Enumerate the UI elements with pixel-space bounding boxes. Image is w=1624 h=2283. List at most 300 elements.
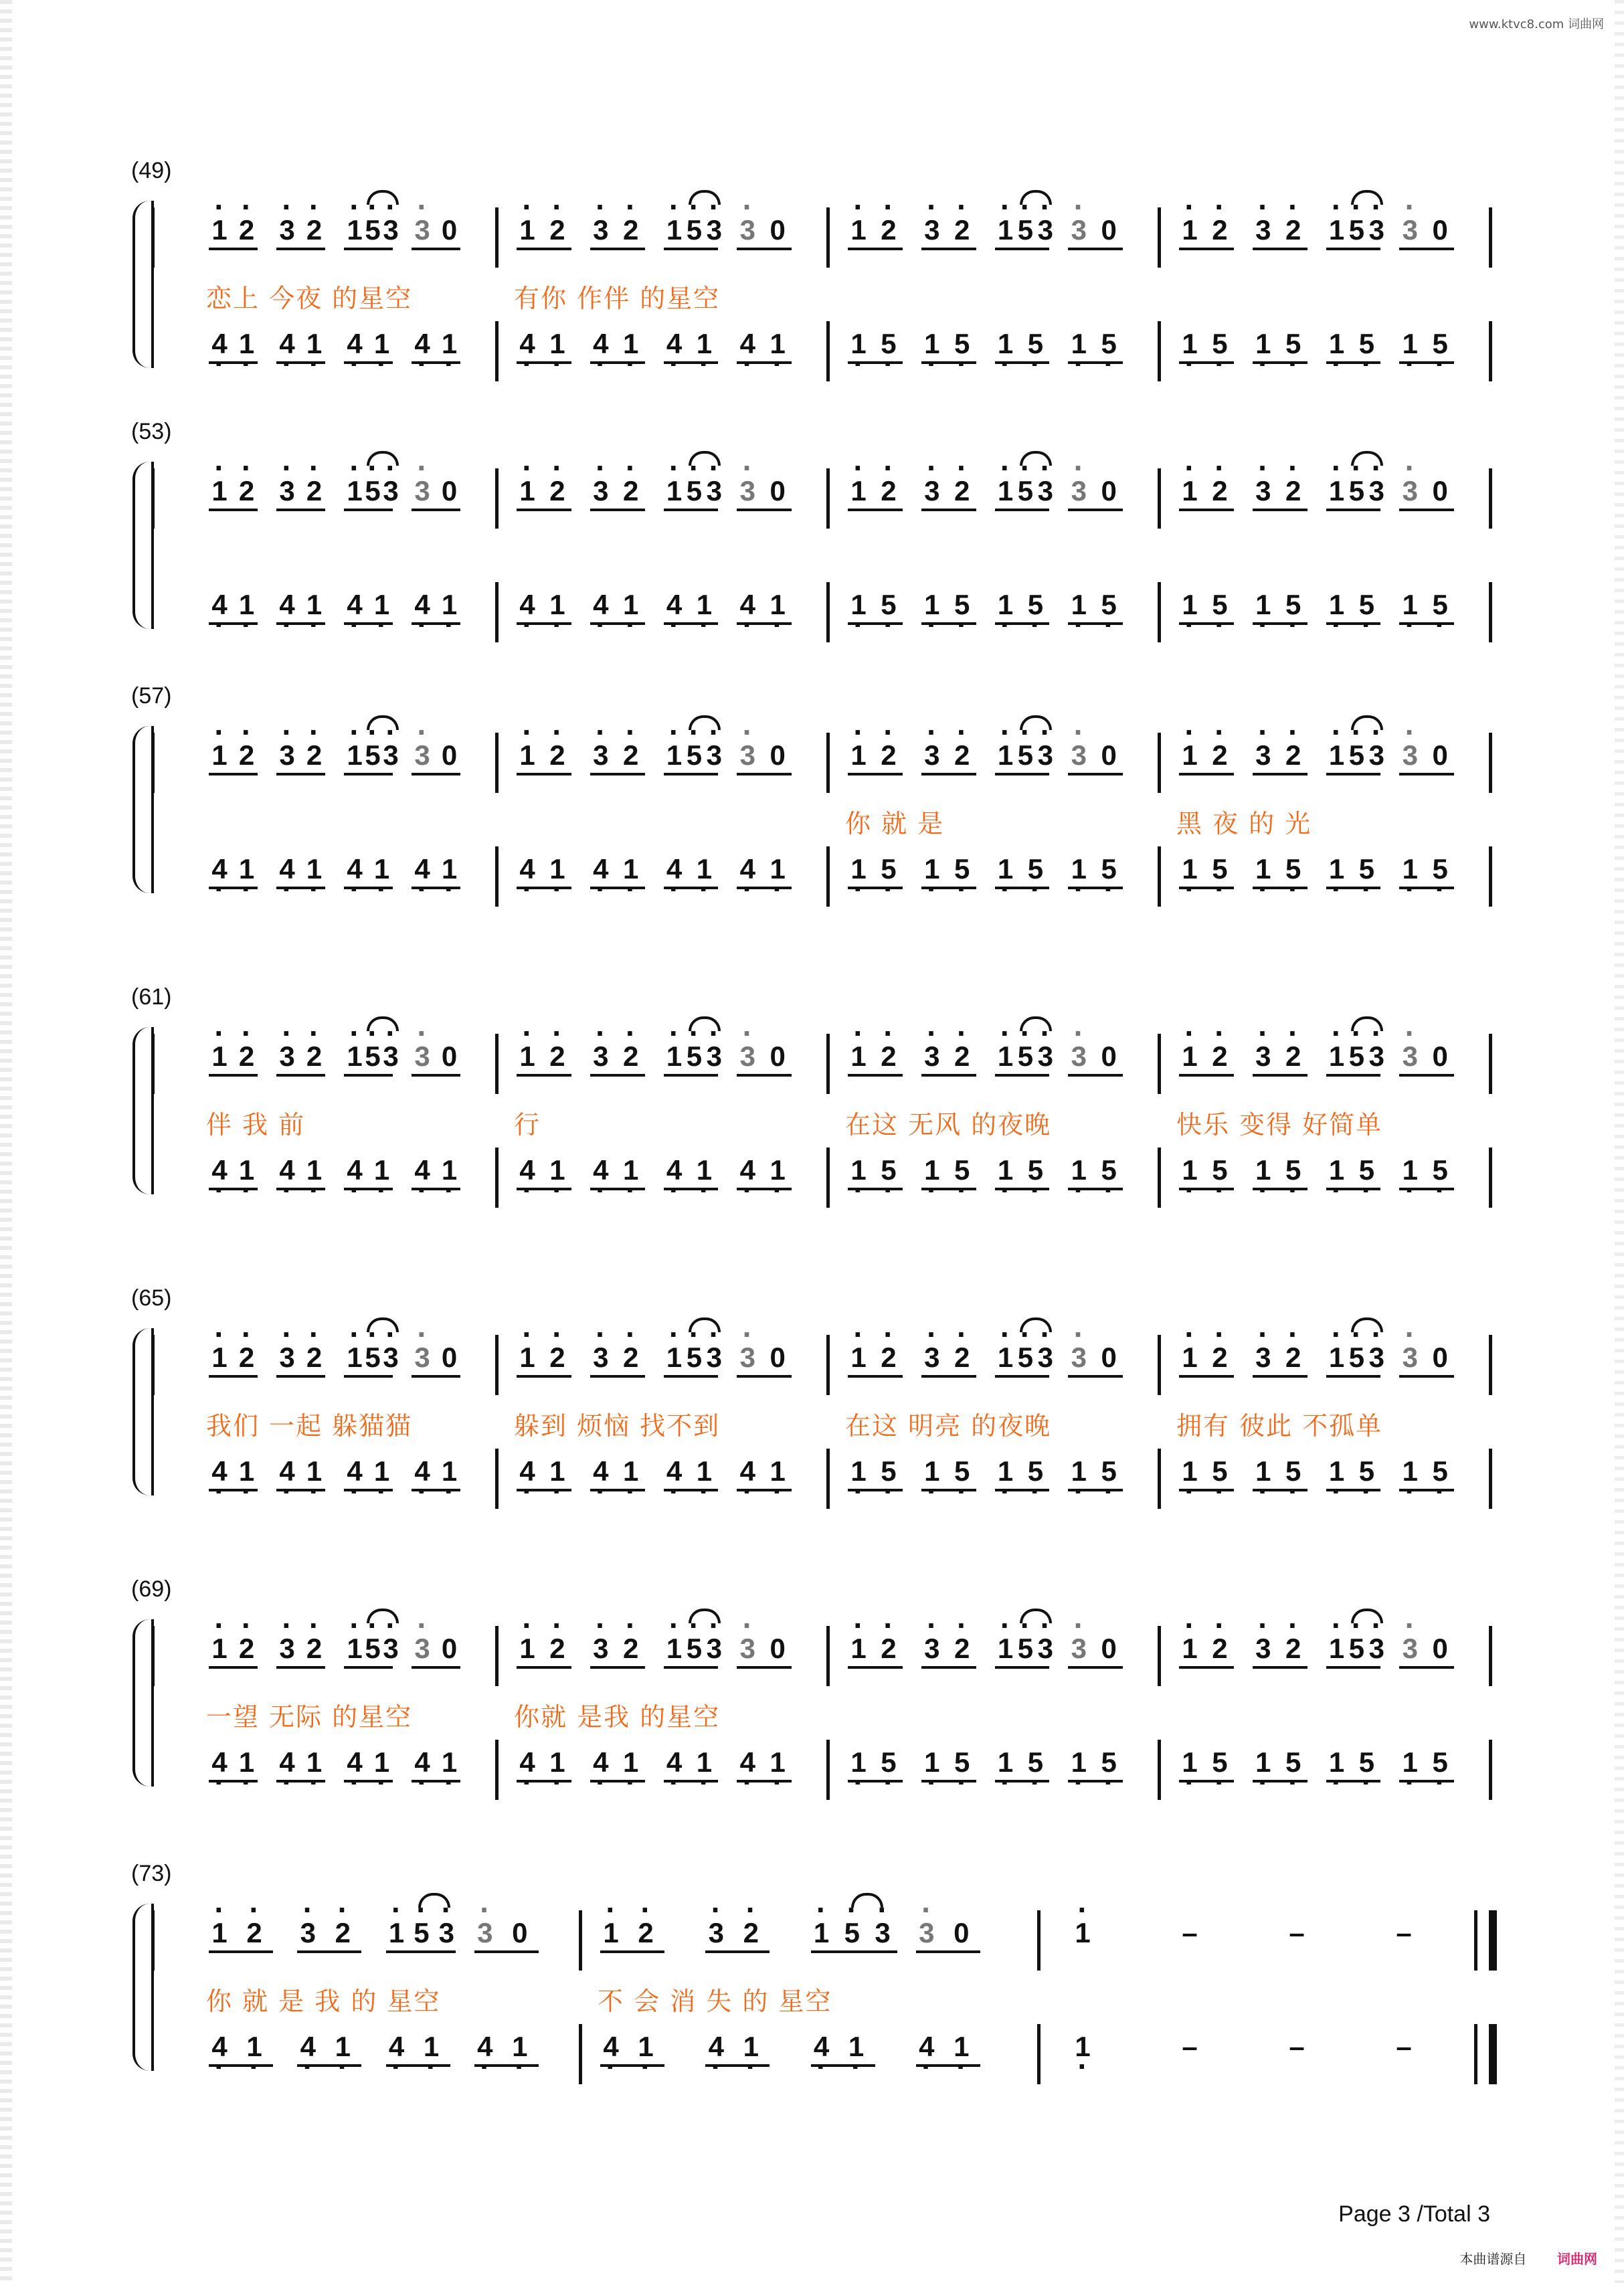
beat-underline xyxy=(276,1780,325,1783)
jianpu-note: 4 · xyxy=(341,328,368,360)
beat-underline xyxy=(664,361,719,364)
jianpu-note: 5 · xyxy=(1353,328,1380,360)
beat-underline xyxy=(1326,248,1381,250)
jianpu-note: 4 · xyxy=(514,1746,541,1778)
lyric-line: 伴 我 前 xyxy=(206,1110,306,1139)
jianpu-note: 1 · xyxy=(436,589,463,621)
beat-underline xyxy=(1179,248,1234,250)
jianpu-note: · 3 xyxy=(588,214,614,246)
jianpu-note: · 2 xyxy=(1206,739,1233,771)
dash-hold: – xyxy=(1289,1917,1305,1948)
jianpu-note: 1 · xyxy=(1065,853,1092,885)
beat-underline xyxy=(921,1489,976,1491)
jianpu-note: 1 · xyxy=(369,1455,395,1487)
jianpu-note: 1 · xyxy=(1065,328,1092,360)
jianpu-note: 0 xyxy=(512,1917,528,1948)
beat-underline xyxy=(517,1780,571,1783)
jianpu-note: · 3 xyxy=(701,1040,727,1073)
bar-line xyxy=(1489,2024,1497,2084)
beat-underline xyxy=(209,509,258,511)
jianpu-note: · 1 xyxy=(845,1040,872,1073)
bar-line xyxy=(151,1910,155,1971)
beat-underline xyxy=(517,509,571,511)
bar-line xyxy=(151,468,155,529)
jianpu-note: · 3 xyxy=(377,214,404,246)
jianpu-note: 5 · xyxy=(1353,853,1380,885)
jianpu-note: 1 · xyxy=(845,853,872,885)
jianpu-note: · 2 xyxy=(949,1040,976,1073)
beat-underline xyxy=(921,509,976,511)
jianpu-note: 5 · xyxy=(1427,589,1453,621)
beat-underline xyxy=(276,1375,325,1378)
jianpu-note: · 2 xyxy=(949,1633,976,1665)
jianpu-note: · 2 xyxy=(1280,1633,1307,1665)
beat-underline xyxy=(1399,1375,1454,1378)
beat-underline xyxy=(276,887,325,889)
beat-underline xyxy=(209,1074,258,1077)
jianpu-note: · 2 xyxy=(301,739,328,771)
jianpu-note: · 5 xyxy=(359,739,386,771)
lyric-line: 躲到 烦恼 找不到 xyxy=(514,1411,721,1441)
bar-line xyxy=(1158,1034,1161,1094)
beat-underline xyxy=(664,1666,719,1669)
beat-underline xyxy=(921,1188,976,1190)
jianpu-note: · 5 xyxy=(681,1040,707,1073)
system-brace-curve xyxy=(132,462,150,629)
jianpu-note: · 5 xyxy=(408,1917,435,1949)
bar-line xyxy=(826,1148,830,1208)
beat-underline xyxy=(517,248,571,250)
jianpu-note: · 5 xyxy=(681,214,707,246)
jianpu-note: · 2 xyxy=(234,475,260,507)
jianpu-note: 1 · xyxy=(618,1746,644,1778)
jianpu-note: 1 · xyxy=(1176,1455,1203,1487)
beat-underline xyxy=(1068,1666,1123,1669)
beat-underline xyxy=(412,1666,460,1669)
jianpu-note: · 2 xyxy=(618,1342,644,1374)
jianpu-note: 1 · xyxy=(1176,328,1203,360)
jianpu-note: 5 · xyxy=(875,1154,902,1186)
jianpu-note: 1 · xyxy=(764,328,791,360)
jianpu-note: · 1 xyxy=(1324,214,1350,246)
jianpu-note: 1 · xyxy=(1396,1455,1423,1487)
jianpu-note: 1 · xyxy=(1176,589,1203,621)
system-brace-curve xyxy=(132,201,150,368)
jianpu-note: · 1 xyxy=(341,739,368,771)
bar-line xyxy=(495,582,499,642)
jianpu-note: 1 · xyxy=(1396,853,1423,885)
jianpu-note: 0 xyxy=(770,1633,786,1664)
beat-underline xyxy=(344,361,393,364)
jianpu-note: · 3 xyxy=(1396,1040,1423,1073)
jianpu-note: 1 · xyxy=(329,2031,356,2063)
bar-line xyxy=(1489,846,1492,907)
beat-underline xyxy=(1179,509,1234,511)
jianpu-note: · 3 xyxy=(701,214,727,246)
beat-underline xyxy=(276,773,325,775)
beat-underline xyxy=(344,622,393,625)
jianpu-note: · 3 xyxy=(1363,1040,1390,1073)
beat-underline xyxy=(848,1489,903,1491)
jianpu-note: · 3 xyxy=(734,1633,761,1665)
beat-underline xyxy=(276,361,325,364)
jianpu-note: 1 · xyxy=(1250,589,1277,621)
jianpu-note: 5 · xyxy=(1022,853,1049,885)
jianpu-note: 5 · xyxy=(1353,589,1380,621)
jianpu-note: 1 · xyxy=(544,1154,571,1186)
jianpu-note: 1 · xyxy=(1065,589,1092,621)
jianpu-note: · 3 xyxy=(274,475,300,507)
beat-underline xyxy=(517,1375,571,1378)
jianpu-note: · 2 xyxy=(875,1633,902,1665)
jianpu-note: 4 · xyxy=(734,328,761,360)
beat-underline xyxy=(664,773,719,775)
jianpu-note: 1 · xyxy=(919,853,945,885)
jianpu-note: 1 · xyxy=(234,853,260,885)
jianpu-note: · 1 xyxy=(992,1040,1019,1073)
beat-underline xyxy=(1068,1188,1123,1190)
beat-underline xyxy=(664,622,719,625)
jianpu-note: 1 · xyxy=(301,1455,328,1487)
jianpu-note: · 5 xyxy=(1012,475,1039,507)
lyric-line: 快乐 变得 好简单 xyxy=(1176,1110,1383,1139)
beat-underline xyxy=(276,1489,325,1491)
measure-number: (69) xyxy=(131,1576,172,1602)
jianpu-note: · 3 xyxy=(1065,739,1092,771)
bar-line xyxy=(1489,468,1492,529)
bar-line xyxy=(1489,1034,1492,1094)
jianpu-note: 1 · xyxy=(845,1154,872,1186)
beat-underline xyxy=(517,1489,571,1491)
bar-line xyxy=(826,846,830,907)
jianpu-note: 1 · xyxy=(1324,1455,1350,1487)
jianpu-note: · 3 xyxy=(1396,739,1423,771)
jianpu-note: · 5 xyxy=(681,739,707,771)
jianpu-note: 1 · xyxy=(992,589,1019,621)
beat-underline xyxy=(344,773,393,775)
jianpu-note: · 5 xyxy=(359,475,386,507)
jianpu-note: · 2 xyxy=(234,214,260,246)
jianpu-note: · 2 xyxy=(544,475,571,507)
beat-underline xyxy=(1399,509,1454,511)
jianpu-note: · 3 xyxy=(1065,1633,1092,1665)
jianpu-note: · 2 xyxy=(1280,475,1307,507)
jianpu-note: · 1 xyxy=(206,1633,233,1665)
jianpu-note: · 1 xyxy=(1069,1917,1096,1949)
jianpu-note: · 1 xyxy=(845,1633,872,1665)
jianpu-note: · 3 xyxy=(734,475,761,507)
beat-underline xyxy=(1399,887,1454,889)
bar-line xyxy=(1474,1910,1477,1971)
beat-underline xyxy=(600,2064,664,2067)
jianpu-note: 4 · xyxy=(409,1746,436,1778)
jianpu-note: · 5 xyxy=(1012,1342,1039,1374)
beat-underline xyxy=(517,773,571,775)
jianpu-note: · 3 xyxy=(472,1917,499,1949)
bar-line xyxy=(151,1034,155,1094)
jianpu-note: 4 · xyxy=(514,328,541,360)
beat-underline xyxy=(664,248,719,250)
beat-underline xyxy=(995,887,1050,889)
jianpu-note: 1 · xyxy=(845,1455,872,1487)
jianpu-note: 1 · xyxy=(544,853,571,885)
bar-line xyxy=(151,207,155,268)
beat-underline xyxy=(517,1666,571,1669)
beat-underline xyxy=(848,248,903,250)
beat-underline xyxy=(737,1074,792,1077)
jianpu-note: · 2 xyxy=(875,1040,902,1073)
jianpu-note: · 2 xyxy=(1206,214,1233,246)
jianpu-note: · 3 xyxy=(919,475,945,507)
jianpu-note: 5 · xyxy=(1353,1455,1380,1487)
jianpu-note: · 2 xyxy=(737,1917,764,1949)
jianpu-note: 4 · xyxy=(472,2031,499,2063)
beat-underline xyxy=(921,773,976,775)
jianpu-note: · 1 xyxy=(341,475,368,507)
beat-underline xyxy=(848,1375,903,1378)
beat-underline xyxy=(1253,248,1307,250)
beat-underline xyxy=(590,1489,645,1491)
jianpu-note: · 5 xyxy=(1012,214,1039,246)
system-brace-curve xyxy=(132,726,150,893)
jianpu-note: 1 · xyxy=(234,1746,260,1778)
jianpu-note: 5 · xyxy=(949,328,976,360)
beat-underline xyxy=(590,1666,645,1669)
lyric-line: 拥有 彼此 不孤单 xyxy=(1176,1411,1383,1441)
jianpu-note: · 5 xyxy=(359,1633,386,1665)
jianpu-note: 5 · xyxy=(1095,853,1122,885)
jianpu-note: · 1 xyxy=(661,1342,688,1374)
dash-hold: – xyxy=(1182,2031,1198,2062)
beat-underline xyxy=(412,887,460,889)
jianpu-note: 5 · xyxy=(1427,1154,1453,1186)
jianpu-note: 1 · xyxy=(544,589,571,621)
beat-underline xyxy=(209,622,258,625)
lyric-line: 恋上 今夜 的星空 xyxy=(206,284,413,313)
beat-underline xyxy=(1399,622,1454,625)
jianpu-note: 5 · xyxy=(1353,1746,1380,1778)
jianpu-note: · 3 xyxy=(1065,1342,1092,1374)
jianpu-note: · 3 xyxy=(409,214,436,246)
jianpu-note: 1 · xyxy=(764,1154,791,1186)
jianpu-note: 1 · xyxy=(992,1746,1019,1778)
jianpu-note: · 5 xyxy=(1343,1342,1370,1374)
jianpu-note: · 2 xyxy=(544,739,571,771)
jianpu-note: 5 · xyxy=(1022,1746,1049,1778)
jianpu-note: 1 · xyxy=(234,1455,260,1487)
jianpu-note: · 2 xyxy=(618,475,644,507)
jianpu-note: 1 · xyxy=(234,589,260,621)
beat-underline xyxy=(209,1950,273,1953)
beat-underline xyxy=(1179,1489,1234,1491)
beat-underline xyxy=(1399,248,1454,250)
beat-underline xyxy=(590,361,645,364)
lyric-line: 在这 明亮 的夜晚 xyxy=(845,1411,1052,1441)
beat-underline xyxy=(664,1489,719,1491)
beat-underline xyxy=(921,1666,976,1669)
dash-hold: – xyxy=(1396,1917,1412,1948)
jianpu-note: · 3 xyxy=(274,1040,300,1073)
jianpu-note: 5 · xyxy=(1427,1455,1453,1487)
jianpu-note: 0 xyxy=(441,214,458,246)
jianpu-note: · 3 xyxy=(1032,1040,1059,1073)
bar-line xyxy=(1158,846,1161,907)
jianpu-note: 1 · xyxy=(764,1746,791,1778)
beat-underline xyxy=(848,1666,903,1669)
beat-underline xyxy=(209,1780,258,1783)
jianpu-note: · 2 xyxy=(1206,1342,1233,1374)
beat-underline xyxy=(995,1375,1050,1378)
jianpu-note: 4 · xyxy=(274,1455,300,1487)
jianpu-note: 1 · xyxy=(436,1154,463,1186)
beat-underline xyxy=(1253,361,1307,364)
beat-underline xyxy=(474,2064,539,2067)
jianpu-note: · 1 xyxy=(206,1342,233,1374)
jianpu-note: · 3 xyxy=(1396,1342,1423,1374)
beat-underline xyxy=(995,1489,1050,1491)
bar-line xyxy=(826,582,830,642)
beat-underline xyxy=(517,887,571,889)
beat-underline xyxy=(209,1489,258,1491)
beat-underline xyxy=(1068,773,1123,775)
beat-underline xyxy=(276,248,325,250)
jianpu-note: 4 · xyxy=(341,853,368,885)
jianpu-note: 5 · xyxy=(875,853,902,885)
jianpu-note: · 3 xyxy=(377,1342,404,1374)
jianpu-note: · 3 xyxy=(1065,1040,1092,1073)
beat-underline xyxy=(848,1188,903,1190)
jianpu-note: · 1 xyxy=(661,475,688,507)
jianpu-note: · 3 xyxy=(1363,1342,1390,1374)
beat-underline xyxy=(1068,1074,1123,1077)
source-mark xyxy=(1459,2248,1597,2268)
jianpu-note: · 5 xyxy=(681,475,707,507)
jianpu-note: · 2 xyxy=(301,475,328,507)
bar-line xyxy=(1474,2024,1477,2084)
jianpu-note: 4 · xyxy=(734,1154,761,1186)
jianpu-note: · 1 xyxy=(992,1633,1019,1665)
bar-line xyxy=(495,207,499,268)
jianpu-note: 1 · xyxy=(241,2031,268,2063)
beat-underline xyxy=(209,887,258,889)
beat-underline xyxy=(1326,1489,1381,1491)
beat-underline xyxy=(995,361,1050,364)
jianpu-note: 4 · xyxy=(206,853,233,885)
jianpu-note: 1 · xyxy=(948,2031,975,2063)
bar-line xyxy=(826,1335,830,1395)
beat-underline xyxy=(517,1074,571,1077)
jianpu-note: 1 · xyxy=(1324,1746,1350,1778)
jianpu-note: 5 · xyxy=(1280,328,1307,360)
beat-underline xyxy=(412,773,460,775)
beat-underline xyxy=(1179,1780,1234,1783)
jianpu-note: · 2 xyxy=(544,1633,571,1665)
bar-line xyxy=(1489,1910,1497,1971)
beat-underline xyxy=(995,773,1050,775)
jianpu-note: 0 xyxy=(1432,214,1448,246)
bar-line xyxy=(1158,582,1161,642)
bar-line xyxy=(1489,321,1492,381)
beat-underline xyxy=(664,1074,719,1077)
beat-underline xyxy=(1399,1666,1454,1669)
beat-underline xyxy=(1326,361,1381,364)
jianpu-note: 1 · xyxy=(632,2031,659,2063)
beat-underline xyxy=(1399,1780,1454,1783)
bar-line xyxy=(1158,1740,1161,1800)
jianpu-note: · 1 xyxy=(1176,1633,1203,1665)
source-mark-right: 词曲网 xyxy=(1557,2252,1597,2267)
jianpu-note: · 1 xyxy=(1324,739,1350,771)
beat-underline xyxy=(1179,361,1234,364)
lyric-line: 黑 夜 的 光 xyxy=(1176,809,1312,838)
beat-underline xyxy=(705,1950,770,1953)
beat-underline xyxy=(1179,622,1234,625)
jianpu-note: · 3 xyxy=(701,739,727,771)
jianpu-note: 1 · xyxy=(1250,1746,1277,1778)
jianpu-note: 0 xyxy=(770,475,786,507)
jianpu-note: · 3 xyxy=(588,1040,614,1073)
jianpu-note: 5 · xyxy=(1022,1455,1049,1487)
beat-underline xyxy=(705,2064,770,2067)
beat-underline xyxy=(297,1950,361,1953)
beat-underline xyxy=(1253,1489,1307,1491)
jianpu-note: 5 · xyxy=(1206,1154,1233,1186)
jianpu-note: · 2 xyxy=(234,739,260,771)
jianpu-note: · 3 xyxy=(1363,475,1390,507)
beat-underline xyxy=(737,622,792,625)
beat-underline xyxy=(344,1666,393,1669)
jianpu-note: 0 xyxy=(1432,1342,1448,1373)
jianpu-note: · 1 xyxy=(808,1917,835,1949)
beat-underline xyxy=(1326,1188,1381,1190)
jianpu-note: · 1 xyxy=(1324,1633,1350,1665)
bar-line xyxy=(1158,1626,1161,1686)
beat-underline xyxy=(412,1074,460,1077)
beat-underline xyxy=(921,1074,976,1077)
bar-line xyxy=(1037,2024,1041,2084)
jianpu-note: · 2 xyxy=(632,1917,659,1949)
jianpu-note: 5 · xyxy=(875,1455,902,1487)
jianpu-note: 4 · xyxy=(734,1746,761,1778)
jianpu-note: · 3 xyxy=(919,1040,945,1073)
beat-underline xyxy=(1253,1375,1307,1378)
jianpu-note: · 2 xyxy=(1280,214,1307,246)
jianpu-note: 0 xyxy=(1432,475,1448,507)
jianpu-note: · 5 xyxy=(1343,1040,1370,1073)
jianpu-note: 1 · xyxy=(992,1455,1019,1487)
beat-underline xyxy=(921,361,976,364)
jianpu-note: 5 · xyxy=(1280,853,1307,885)
dash-hold: – xyxy=(1396,2031,1412,2062)
jianpu-note: · 5 xyxy=(1343,214,1370,246)
beat-underline xyxy=(590,1188,645,1190)
beat-underline xyxy=(1326,622,1381,625)
beat-underline xyxy=(1253,1074,1307,1077)
jianpu-note: · 2 xyxy=(301,214,328,246)
jianpu-note: 4 · xyxy=(341,589,368,621)
bar-line xyxy=(826,468,830,529)
jianpu-note: · 1 xyxy=(661,1040,688,1073)
jianpu-note: · 2 xyxy=(618,214,644,246)
jianpu-note: 4 · xyxy=(206,328,233,360)
jianpu-note: · 1 xyxy=(514,214,541,246)
jianpu-note: 1 · xyxy=(845,1746,872,1778)
beat-underline xyxy=(344,1489,393,1491)
beat-underline xyxy=(1399,1188,1454,1190)
beat-underline xyxy=(921,622,976,625)
jianpu-note: · 3 xyxy=(274,1633,300,1665)
jianpu-note: · 3 xyxy=(1032,1633,1059,1665)
